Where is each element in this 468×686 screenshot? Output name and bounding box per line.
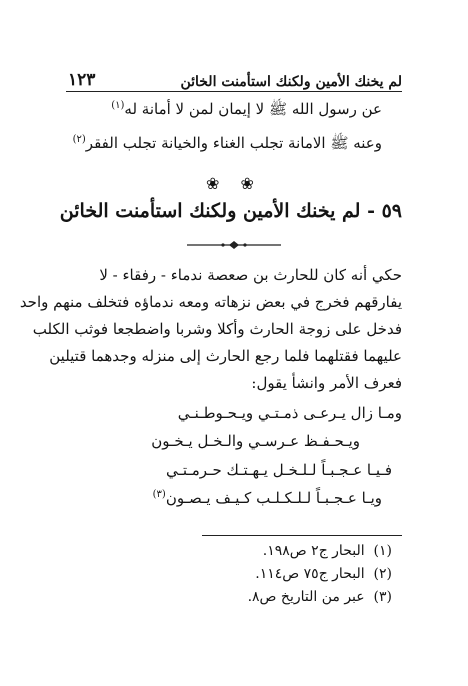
poem-line-3: فـيـا عـجـبـاً لـلـخـل يـهـتـك حـرمـتـي (165, 461, 392, 479)
story-line-5: فعرف الأمر وانشأ يقول: (251, 374, 402, 392)
page-number: ١٢٣ (68, 70, 96, 90)
chapter-heading: ٥٩ - لم يخنك الأمين ولكنك استأمنت الخائن (59, 200, 402, 222)
heading-ornament (185, 240, 283, 250)
footnote-ref-2: (٢) (72, 134, 86, 145)
poem-line-2: ويـحـفـظ عـرسـي والـخـل يـخـون (151, 432, 360, 450)
running-title: لم يخنك الأمين ولكنك استأمنت الخائن (180, 74, 402, 90)
footnote-ref-1: (١) (111, 100, 125, 111)
hadith-line-1: عن رسول الله ﷺ لا إيمان لمن لا أمانة له$^{(١)}$ (111, 100, 382, 118)
running-header (68, 64, 402, 90)
story-line-4: عليهما فقتلهما فلما رجع الحارث إلى منزله وجدهما قتيلين (49, 347, 402, 365)
footnote-3: (٣) عبر من التاريخ ص٨. (247, 589, 392, 605)
footnote-ref-3: (٣) (152, 489, 166, 500)
story-line-1: حكي أنه كان للحارث بن صعصة ندماء - رفقاء - لا (99, 266, 402, 284)
hadith-line-2: وعنه ﷺ الامانة تجلب الغناء والخيانة تجلب الفقر$^{(٢)}$ (72, 134, 382, 152)
footnote-2: (٢) البحار ج٧٥ ص١١٤. (255, 566, 392, 582)
footnote-rule (202, 535, 402, 536)
story-line-3: فدخل على زوجة الحارث وأكلا وشربا واضطجعا فوثب الكلب (32, 320, 402, 338)
footnote-1: (١) البحار ج٢ ص١٩٨. (262, 543, 392, 559)
section-separator: ❀ ❀ (206, 174, 262, 193)
story-line-2: يفارقهم فخرج في بعض نزهاته ومعه ندماؤه فتخلف منهم واحد (19, 293, 402, 311)
header-rule (66, 91, 402, 92)
poem-line-1: ومـا زال يـرعـى ذمـتـي ويـحـوطـنـي (177, 404, 402, 422)
poem-line-4: ويـا عـجـبـاً لـلـكـلـب كـيـف يـصـون$^{(٣)}$ (152, 489, 382, 507)
